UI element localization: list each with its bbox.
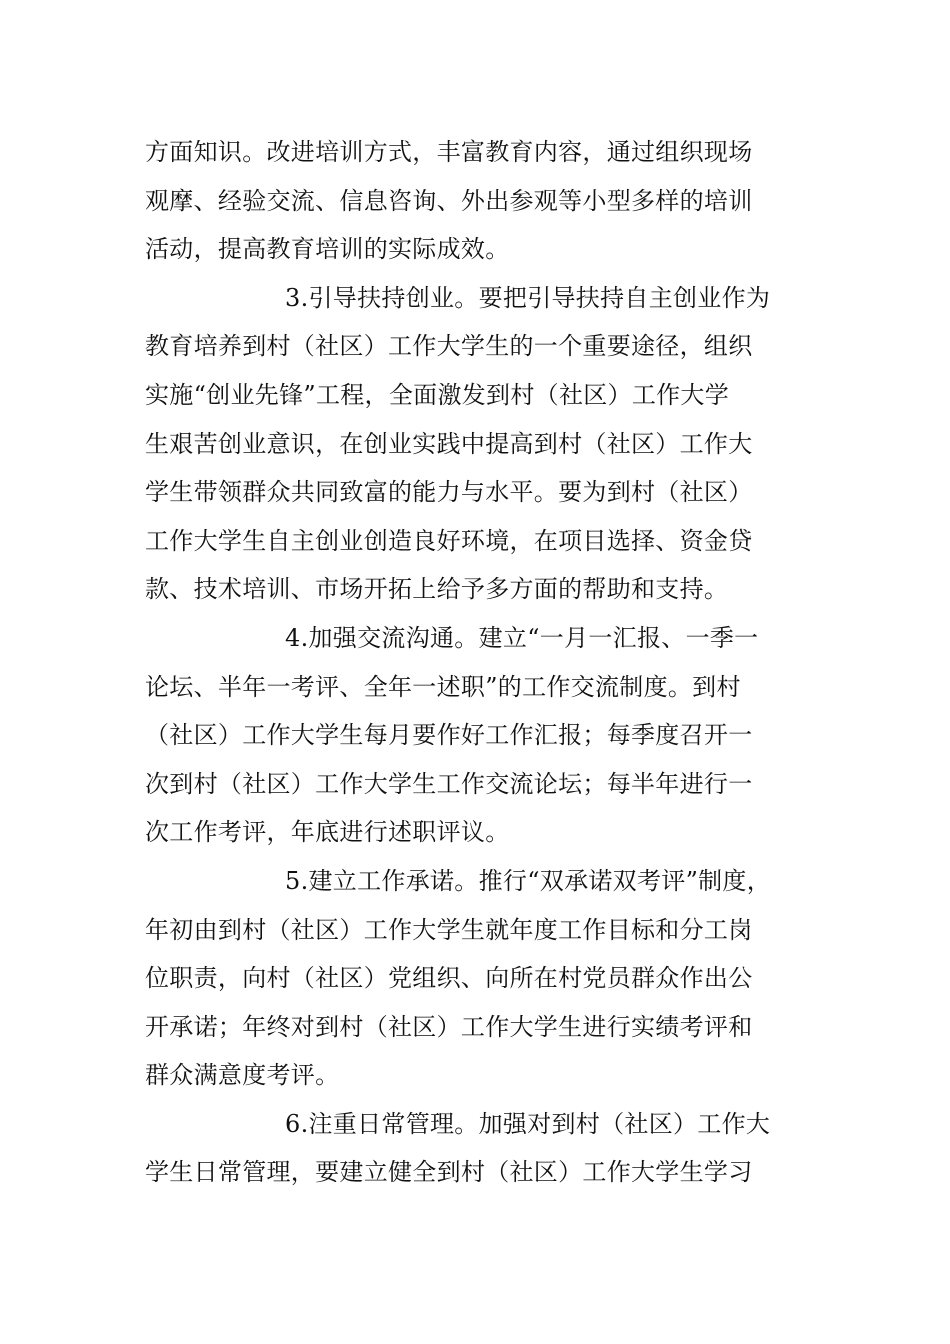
text-line: 活动，提高教育培训的实际成效。 — [145, 235, 510, 264]
text-line: 款、技术培训、市场开拓上给予多方面的帮助和支持。 — [145, 575, 729, 604]
body-text — [145, 128, 810, 1197]
text-line-paragraph-start: 4.加强交流沟通。建立“一月一汇报、一季一 — [285, 623, 759, 652]
text-line: 方面知识。改进培训方式，丰富教育内容，通过组织现场 — [145, 138, 753, 166]
text-line: 次工作考评，年底进行述职评议。 — [145, 818, 510, 847]
text-line: 论坛、半年一考评、全年一述职”的工作交流制度。到村 — [145, 672, 741, 701]
text-line-paragraph-start: 3.引导扶持创业。要把引导扶持自主创业作为 — [285, 283, 771, 312]
text-line: 开承诺；年终对到村（社区）工作大学生进行实绩考评和 — [145, 1012, 753, 1041]
text-line: 观摩、经验交流、信息咨询、外出参观等小型多样的培训 — [145, 186, 753, 215]
text-line: 年初由到村（社区）工作大学生就年度工作目标和分工岗 — [145, 915, 753, 944]
text-line: 次到村（社区）工作大学生工作交流论坛；每半年进行一 — [145, 769, 753, 798]
text-line: 群众满意度考评。 — [145, 1061, 340, 1090]
text-line: 位职责，向村（社区）党组织、向所在村党员群众作出公 — [145, 964, 753, 993]
text-line-paragraph-start: 5.建立工作承诺。推行“双承诺双考评”制度， — [285, 866, 772, 895]
text-line: 生艰苦创业意识，在创业实践中提高到村（社区）工作大 — [145, 429, 753, 458]
text-line: 学生带领群众共同致富的能力与水平。要为到村（社区） — [145, 478, 753, 507]
text-line: 教育培养到村（社区）工作大学生的一个重要途径，组织 — [145, 332, 753, 361]
text-line: 工作大学生自主创业创造良好环境，在项目选择、资金贷 — [145, 526, 753, 555]
text-line: （社区）工作大学生每月要作好工作汇报；每季度召开一 — [145, 721, 753, 750]
text-line-paragraph-start: 6.注重日常管理。加强对到村（社区）工作大 — [285, 1109, 771, 1138]
text-line: 学生日常管理，要建立健全到村（社区）工作大学生学习 — [145, 1158, 753, 1187]
text-line: 实施“创业先锋”工程，全面激发到村（社区）工作大学 — [145, 380, 730, 409]
